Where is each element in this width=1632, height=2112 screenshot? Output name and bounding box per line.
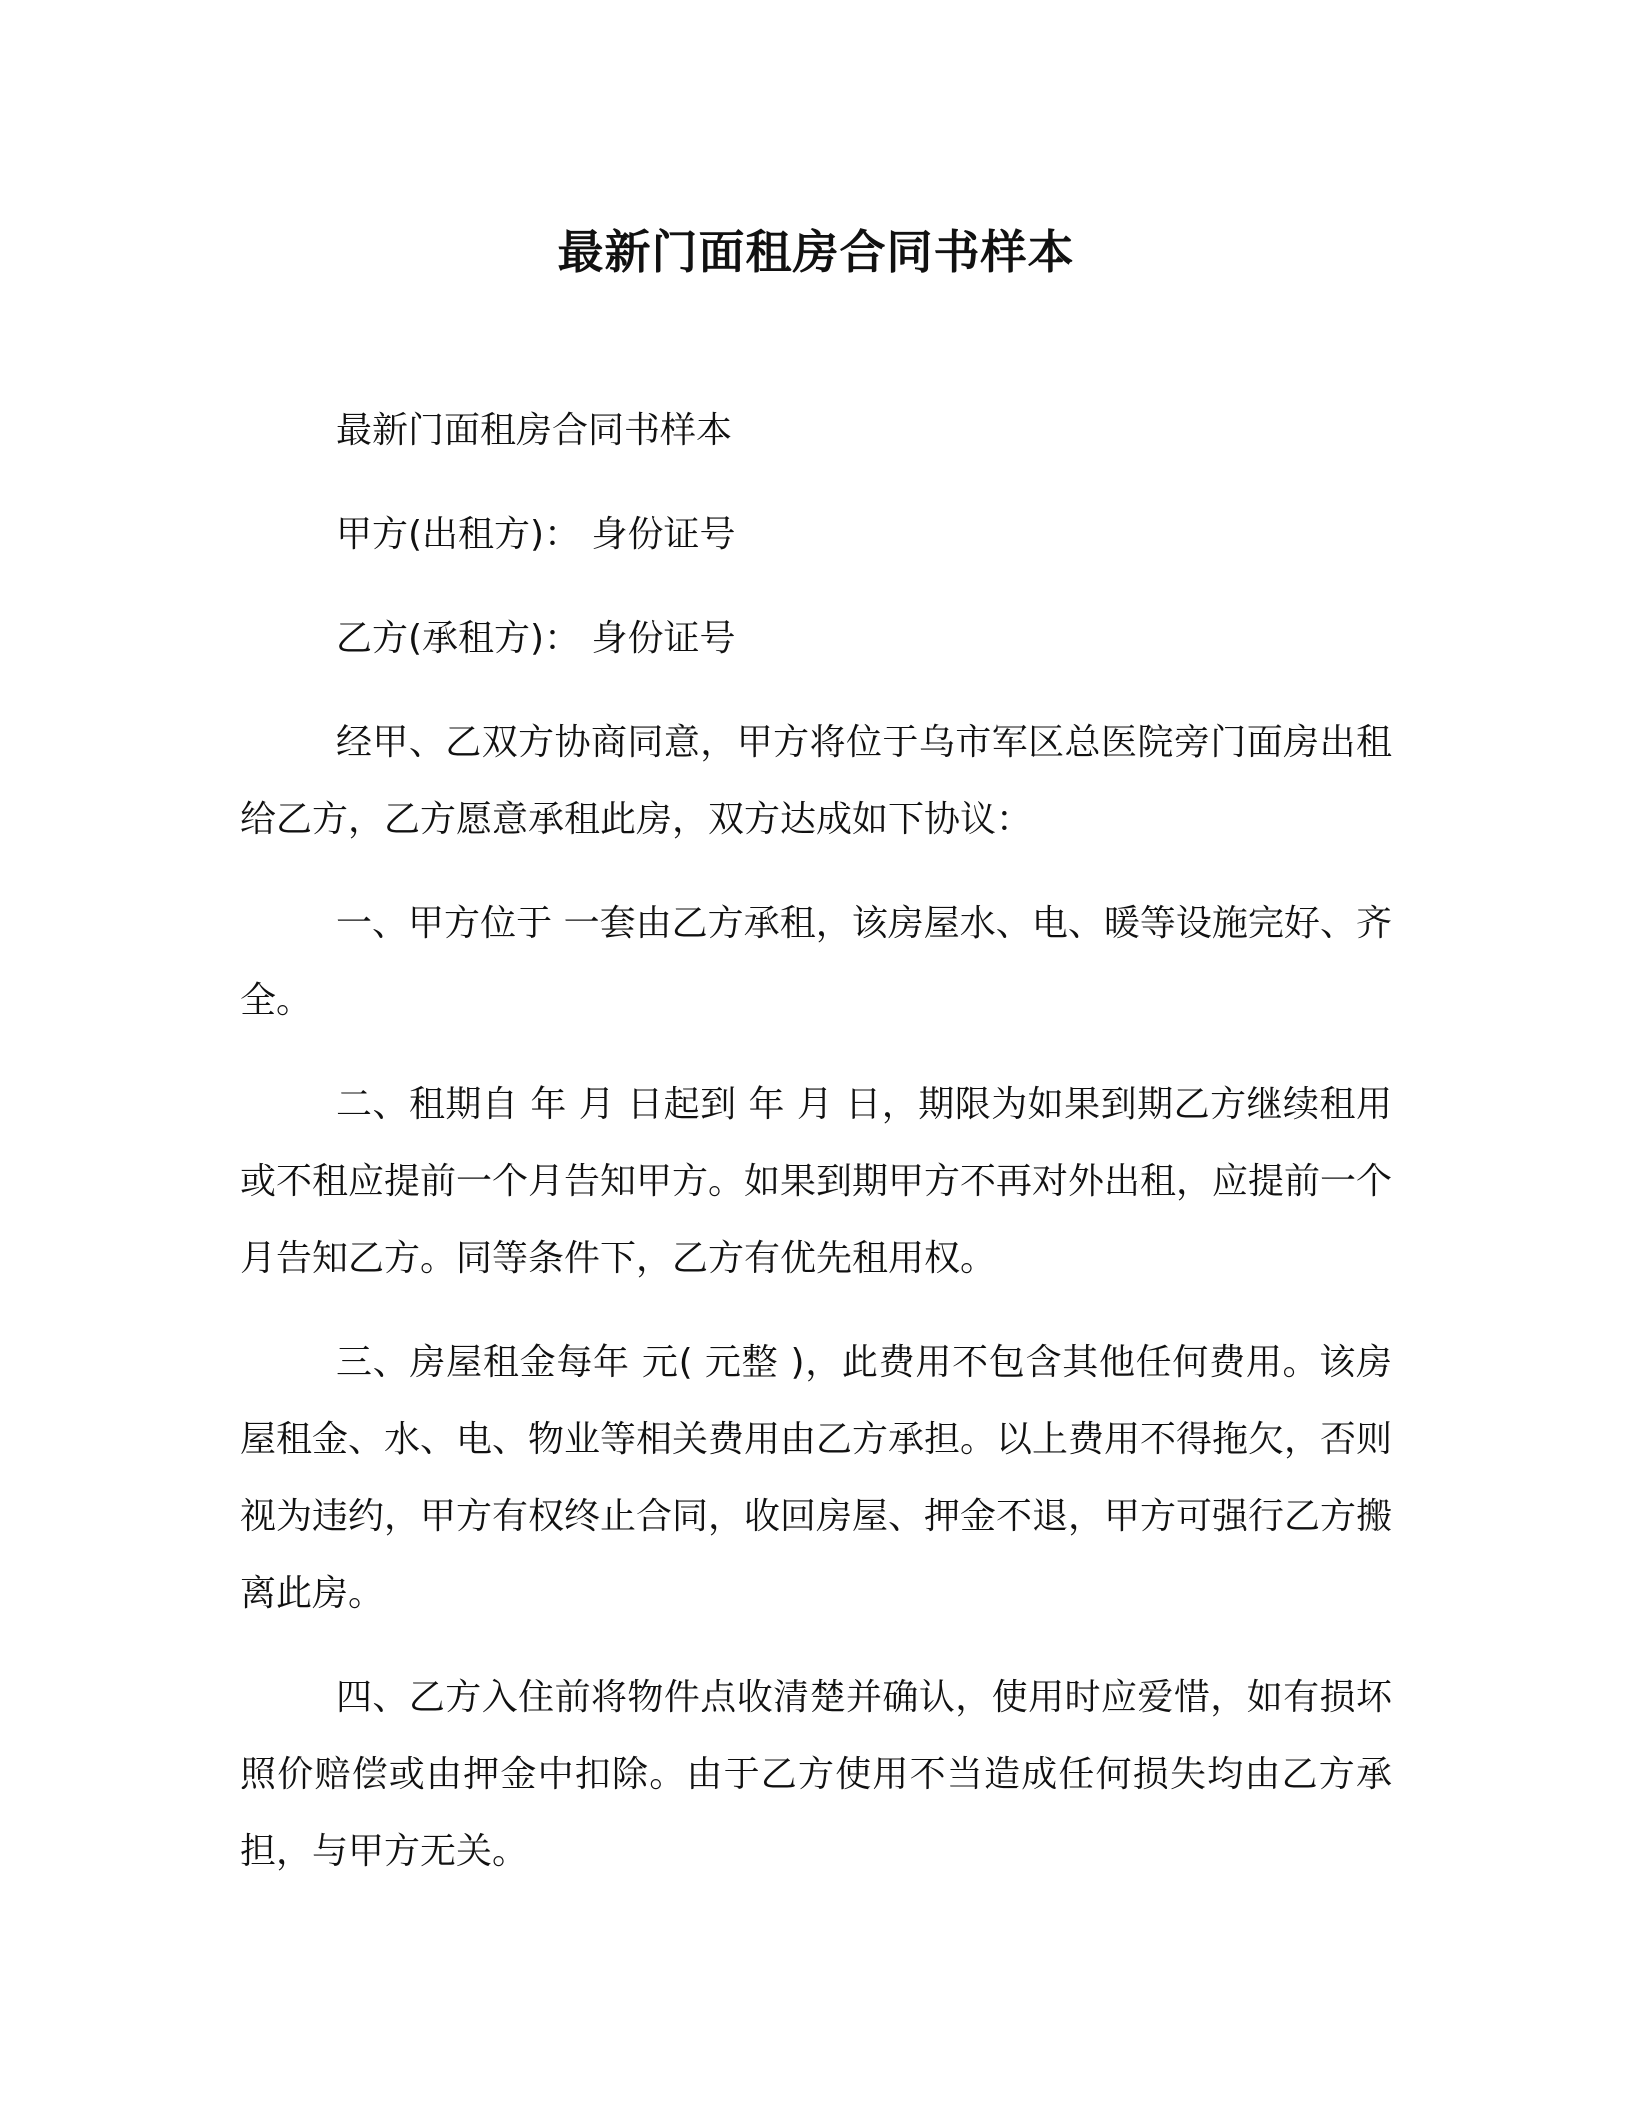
subtitle-paragraph: 最新门面租房合同书样本 (336, 410, 733, 451)
clause-4-paragraph: 四、乙方入住前将物件点收清楚并确认，使用时应爱惜，如有损坏照价赔偿或由押金中扣除。由于乙方使用不当造成任何损失均由乙方承担，与甲方无关。 (240, 1677, 1392, 1872)
party-a-paragraph: 甲方(出租方)： 身份证号 (336, 514, 736, 555)
clause-3-paragraph: 三、房屋租金每年 元( 元整 )，此费用不包含其他任何费用。该房屋租金、水、电、物业等相关费用由乙方承担。以上费用不得拖欠，否则视为违约，甲方有权终止合同，收回房屋、押金不退，甲方可强行乙方搬离此房。 (240, 1342, 1393, 1614)
document-body (240, 392, 1392, 1917)
preamble-paragraph: 经甲、乙双方协商同意，甲方将位于乌市军区总医院旁门面房出租给乙方，乙方愿意承租此房，双方达成如下协议： (240, 722, 1392, 840)
clause-1-paragraph: 一、甲方位于 一套由乙方承租，该房屋水、电、暖等设施完好、齐全。 (240, 903, 1392, 1021)
clause-2-paragraph: 二、租期自 年 月 日起到 年 月 日，期限为如果到期乙方继续租用或不租应提前一个月告知甲方。如果到期甲方不再对外出租，应提前一个月告知乙方。同等条件下，乙方有优先租用权。 (240, 1084, 1393, 1279)
party-b-paragraph: 乙方(承租方)： 身份证号 (336, 618, 736, 659)
document-title: 最新门面租房合同书样本 (557, 225, 1075, 279)
